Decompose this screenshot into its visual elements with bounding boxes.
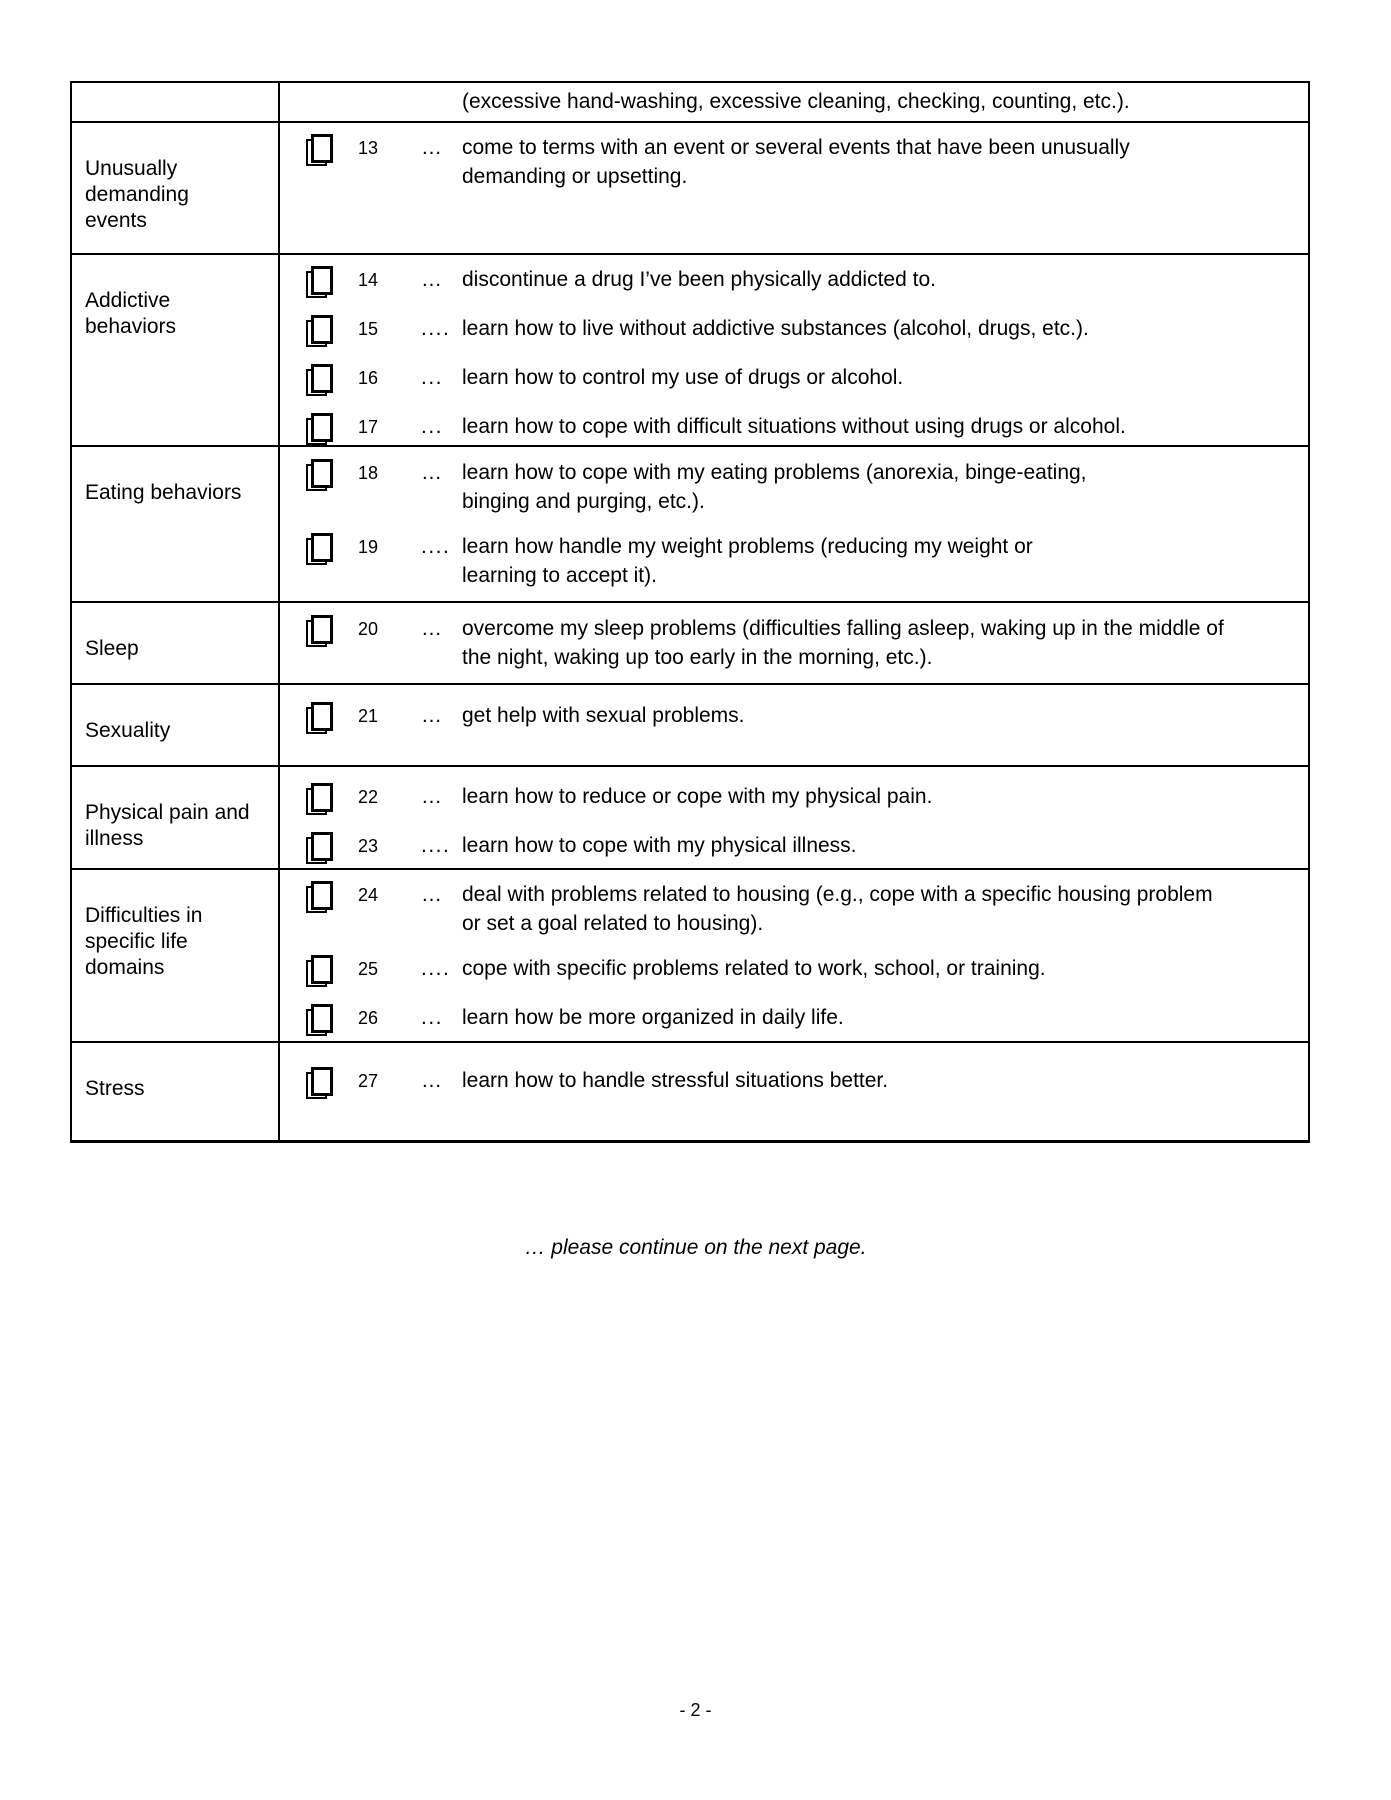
items-cell [280,1043,1308,1140]
item-number: 22 [358,787,379,807]
goal-item [280,880,1282,938]
checkbox-icon[interactable] [306,783,333,815]
items-cell [280,685,1308,765]
checkbox-icon[interactable] [306,1067,333,1099]
item-dots: .... [421,957,451,980]
item-text-line: demanding or upsetting. [462,165,688,188]
table-row [72,683,1308,765]
category-label-line: events [85,209,147,232]
item-number: 14 [358,270,379,290]
category-label-line: domains [85,956,165,979]
item-dots: .... [421,834,451,857]
checkbox-icon[interactable] [306,413,333,445]
item-dots: ... [421,1006,444,1029]
checkbox-icon[interactable] [306,533,333,565]
item-text-line: learn how to cope with my eating problems (anorexia, binge-eating, [462,461,1087,484]
items-cell [280,447,1308,601]
category-cell [72,123,280,253]
item-dots: … [421,268,444,291]
checkbox-icon[interactable] [306,134,333,166]
checkbox-box [311,413,333,442]
item-dots: ... [421,415,444,438]
category-label-line: Difficulties in [85,904,203,927]
checkbox-box [311,315,333,344]
checkbox-icon[interactable] [306,955,333,987]
item-dots: … [421,1069,444,1092]
goal-item [280,314,1282,347]
category-cell [72,83,280,121]
item-text-line: learn how to reduce or cope with my physical pain. [462,785,933,808]
item-dots: … [421,704,444,727]
continuation-text: (excessive hand-washing, excessive cleaning, checking, counting, etc.). [462,90,1130,113]
checkbox-box [311,364,333,393]
goals-table [70,81,1310,1143]
item-text-line: deal with problems related to housing (e.g., cope with a specific housing problem [462,883,1213,906]
category-cell [72,767,280,868]
category-cell [72,255,280,445]
item-text-line: learn how to control my use of drugs or alcohol. [462,366,904,389]
item-dots: .... [421,535,451,558]
goal-item [280,412,1282,445]
checkbox-box [311,533,333,562]
goal-item [280,363,1282,396]
items-cell [280,603,1308,683]
category-label-line: Physical pain and [85,801,250,824]
item-text [462,954,1282,983]
item-number: 20 [358,619,379,639]
table-row [72,1041,1308,1140]
checkbox-icon[interactable] [306,1004,333,1036]
category-cell [72,447,280,601]
item-dots: … [421,617,444,640]
item-text [462,1003,1282,1032]
goal-item [280,458,1282,516]
category-label-line: Eating behaviors [85,481,242,504]
checkbox-box [311,702,333,731]
checkbox-box [311,783,333,812]
items-cell [280,255,1308,445]
table-row [72,253,1308,445]
checkbox-icon[interactable] [306,832,333,864]
item-dots: … [421,136,444,159]
item-text-line: come to terms with an event or several events that have been unusually [462,136,1130,159]
items-cell [280,83,1308,121]
goal-item [280,265,1282,298]
category-cell [72,685,280,765]
category-label-line: behaviors [85,315,177,338]
item-number: 25 [358,959,379,979]
item-text [462,614,1282,672]
checkbox-box [311,134,333,163]
item-text [462,782,1282,811]
item-number: 16 [358,368,379,388]
item-number: 19 [358,537,379,557]
checkbox-box [311,266,333,295]
category-cell [72,870,280,1041]
category-label-line: demanding [85,183,189,206]
item-dots: … [421,883,444,906]
goal-item [280,1003,1282,1036]
item-text [462,880,1282,938]
category-label-line: Unusually [85,157,178,180]
item-text-line: learning to accept it). [462,564,657,587]
item-text-line: binging and purging, etc.). [462,490,705,513]
item-text [462,133,1282,191]
checkbox-icon[interactable] [306,315,333,347]
item-text-line: learn how to cope with difficult situations without using drugs or alcohol. [462,415,1126,438]
item-number: 18 [358,463,379,483]
item-text [462,532,1282,590]
checkbox-icon[interactable] [306,881,333,913]
item-text-line: learn how to handle stressful situations better. [462,1069,889,1092]
checkbox-box [311,832,333,861]
item-number: 13 [358,138,379,158]
goal-item [280,1066,1282,1099]
checkbox-box [311,1004,333,1033]
goal-item [280,831,1282,864]
checkbox-icon[interactable] [306,266,333,298]
category-label-line: specific life [85,930,188,953]
items-cell [280,123,1308,253]
item-text [462,701,1282,730]
checkbox-box [311,1067,333,1096]
item-number: 24 [358,885,379,905]
category-label-line: illness [85,827,144,850]
table-row [72,445,1308,601]
goal-item [280,954,1282,987]
goal-item [280,701,1282,734]
item-number: 17 [358,417,379,437]
item-text-line: get help with sexual problems. [462,704,745,727]
item-text-line: learn how to live without addictive substances (alcohol, drugs, etc.). [462,317,1089,340]
item-text-line: learn how to cope with my physical illness. [462,834,857,857]
category-cell [72,603,280,683]
page-number: - 2 - [679,1700,712,1720]
item-text [462,363,1282,392]
item-number: 23 [358,836,379,856]
goal-item [280,782,1282,815]
table-row [72,601,1308,683]
checkbox-icon[interactable] [306,615,333,647]
checkbox-icon[interactable] [306,702,333,734]
item-text-line: cope with specific problems related to work, school, or training. [462,957,1046,980]
item-number: 15 [358,319,379,339]
table-row [72,83,1308,121]
item-text [462,265,1282,294]
category-label-line: Sexuality [85,719,171,742]
item-number: 26 [358,1008,379,1028]
goal-item [280,532,1282,590]
goal-item [280,133,1282,191]
item-text [462,458,1282,516]
item-dots: .... [421,317,451,340]
item-text-line: learn how handle my weight problems (reducing my weight or [462,535,1033,558]
item-dots: ... [421,366,444,389]
category-cell [72,1043,280,1140]
item-text-line: learn how be more organized in daily life. [462,1006,844,1029]
item-number: 27 [358,1071,379,1091]
category-label-line: Stress [85,1077,145,1100]
table-row [72,868,1308,1041]
item-text-line: overcome my sleep problems (difficulties falling asleep, waking up in the middle of [462,617,1224,640]
items-cell [280,870,1308,1041]
item-text [462,314,1282,343]
table-row [72,121,1308,253]
item-dots: … [421,785,444,808]
item-text-line: the night, waking up too early in the morning, etc.). [462,646,933,669]
item-number: 21 [358,706,379,726]
item-dots: … [421,461,444,484]
goal-item [280,614,1282,672]
items-cell [280,767,1308,868]
checkbox-box [311,459,333,488]
item-text [462,412,1282,441]
checkbox-icon[interactable] [306,459,333,491]
checkbox-box [311,881,333,910]
continue-note: … please continue on the next page. [524,1236,867,1259]
item-text [462,1066,1282,1095]
table-row [72,765,1308,868]
item-text-line: discontinue a drug I’ve been physically addicted to. [462,268,936,291]
checkbox-icon[interactable] [306,364,333,396]
checkbox-box [311,615,333,644]
category-label-line: Sleep [85,637,139,660]
category-label-line: Addictive [85,289,171,312]
item-text [462,831,1282,860]
checkbox-box [311,955,333,984]
item-text-line: or set a goal related to housing). [462,912,764,935]
